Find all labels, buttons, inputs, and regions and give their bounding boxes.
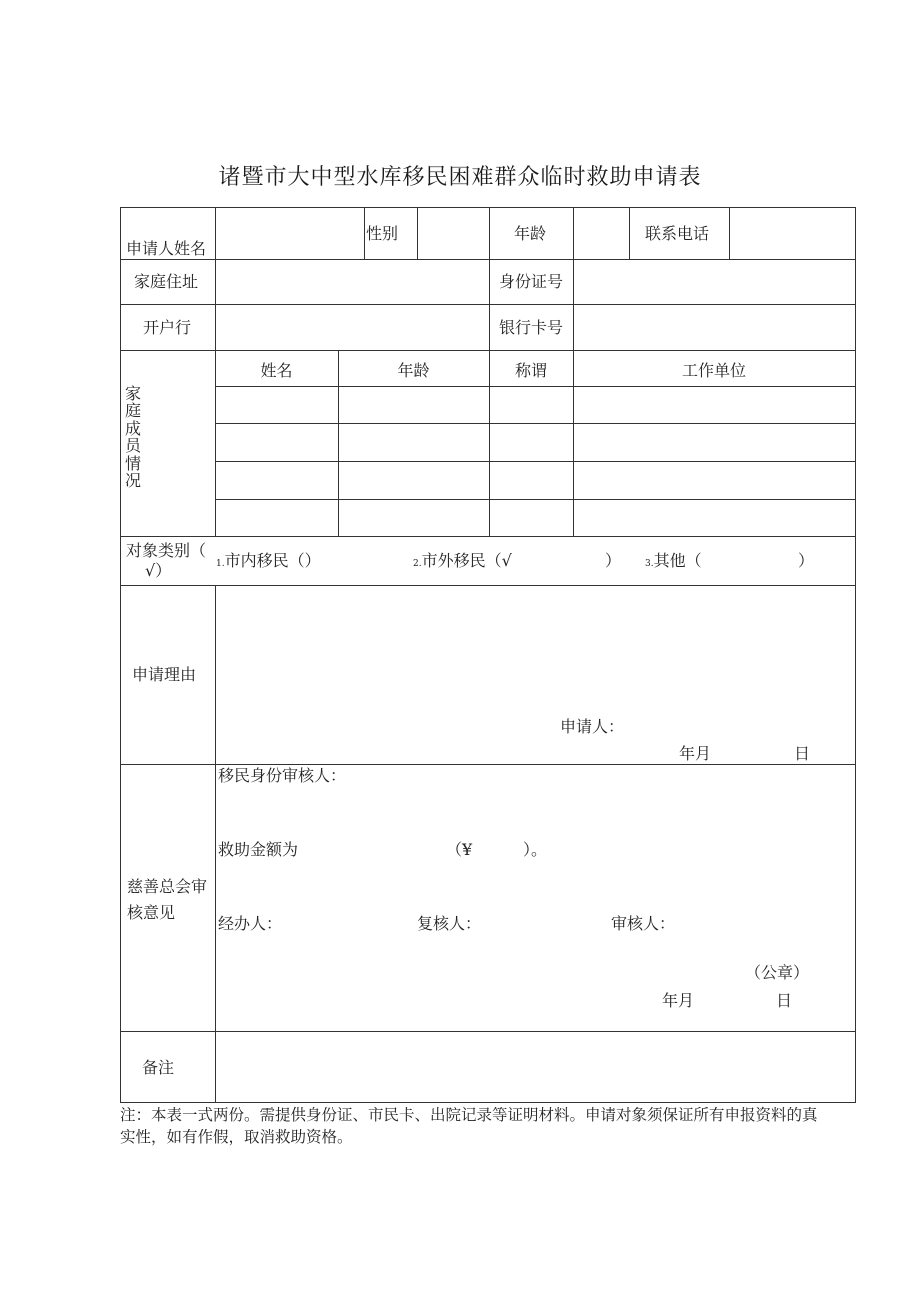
applicant-name-field[interactable] — [216, 208, 363, 258]
category-option-external-close: ） — [605, 551, 622, 570]
option-text: 其他（ — [653, 551, 702, 570]
category-label-line1: 对象类别（ — [126, 541, 207, 560]
official-seal-label: （公章） — [745, 963, 810, 982]
family-header-age: 年龄 — [397, 361, 430, 380]
aid-amount-close: ）。 — [523, 840, 548, 859]
age-field[interactable] — [574, 208, 628, 258]
row-divider — [120, 764, 856, 765]
aid-amount-label: 救助金额为 — [218, 840, 299, 859]
family-member-row[interactable] — [216, 500, 855, 535]
gender-label: 性别 — [366, 224, 399, 243]
family-member-row[interactable] — [216, 387, 855, 422]
review-date-day: 日 — [776, 991, 793, 1010]
option-number: 2. — [413, 559, 422, 569]
category-option-external[interactable] — [413, 552, 512, 573]
family-member-row[interactable] — [216, 424, 855, 460]
review-date-year-month: 年月 — [662, 991, 695, 1010]
family-header-name: 姓名 — [260, 361, 293, 380]
applicant-name-label: 申请人姓名 — [126, 239, 207, 258]
family-section-label — [125, 385, 143, 489]
option-text: 市内移民（） — [224, 551, 321, 570]
family-label-char: 员 — [125, 436, 142, 456]
table-border-right — [855, 207, 856, 1103]
reason-field[interactable] — [216, 586, 855, 706]
rechecker-label: 复核人： — [417, 914, 482, 933]
option-number: 1. — [216, 559, 225, 569]
card-number-label: 银行卡号 — [499, 318, 564, 337]
family-label-char: 情 — [125, 453, 142, 473]
table-border-left — [120, 207, 121, 1103]
family-label-char: 庭 — [125, 401, 142, 421]
gender-field[interactable] — [418, 208, 488, 258]
col-divider — [629, 207, 630, 259]
phone-field[interactable] — [730, 208, 854, 258]
auditor-label: 审核人： — [611, 914, 676, 933]
col-divider — [489, 207, 490, 350]
reason-applicant-label: 申请人： — [560, 717, 625, 736]
col-divider — [364, 207, 365, 259]
row-divider — [120, 350, 856, 351]
address-label: 家庭住址 — [134, 272, 199, 291]
remarks-field[interactable] — [216, 1032, 855, 1101]
footnote: 注：本表一式两份。需提供身份证、市民卡、出院记录等证明材料。申请对象须保证所有申报资料的真实性，如有作假，取消救助资格。 — [120, 1106, 818, 1146]
family-label-char: 成 — [125, 418, 142, 438]
reason-date-year-month: 年月 — [679, 744, 712, 763]
reason-date-day: 日 — [794, 744, 811, 763]
category-option-other[interactable] — [645, 552, 702, 573]
family-header-relation: 称谓 — [514, 361, 547, 380]
phone-label: 联系电话 — [645, 224, 710, 243]
category-option-local[interactable] — [216, 552, 321, 573]
family-header-employer: 工作单位 — [681, 361, 746, 380]
identity-verifier-label: 移民身份审核人： — [218, 766, 347, 785]
option-text: 市外移民（√ — [421, 551, 512, 570]
bank-label: 开户行 — [143, 318, 192, 337]
address-field[interactable] — [216, 260, 488, 303]
remarks-label: 备注 — [142, 1058, 175, 1077]
id-number-field[interactable] — [574, 260, 854, 303]
review-label-line1: 慈善总会审 — [127, 877, 208, 896]
family-member-row[interactable] — [216, 462, 855, 498]
family-label-char: 家 — [125, 384, 142, 403]
category-label-line2: √） — [145, 561, 172, 580]
table-border-bottom — [120, 1102, 856, 1103]
handler-label: 经办人： — [218, 914, 283, 933]
page-title: 诸暨市大中型水库移民困难群众临时救助申请表 — [218, 165, 702, 190]
age-label: 年龄 — [514, 224, 547, 243]
aid-amount-currency: （¥ — [446, 840, 473, 859]
bank-field[interactable] — [216, 305, 488, 349]
review-label-line2: 核意见 — [127, 903, 176, 922]
card-number-field[interactable] — [574, 305, 854, 349]
category-option-other-close: ） — [798, 551, 815, 570]
option-number: 3. — [645, 559, 654, 569]
id-number-label: 身份证号 — [499, 272, 564, 291]
reason-label: 申请理由 — [132, 665, 197, 684]
row-divider — [120, 536, 856, 537]
family-label-char: 况 — [125, 471, 142, 491]
